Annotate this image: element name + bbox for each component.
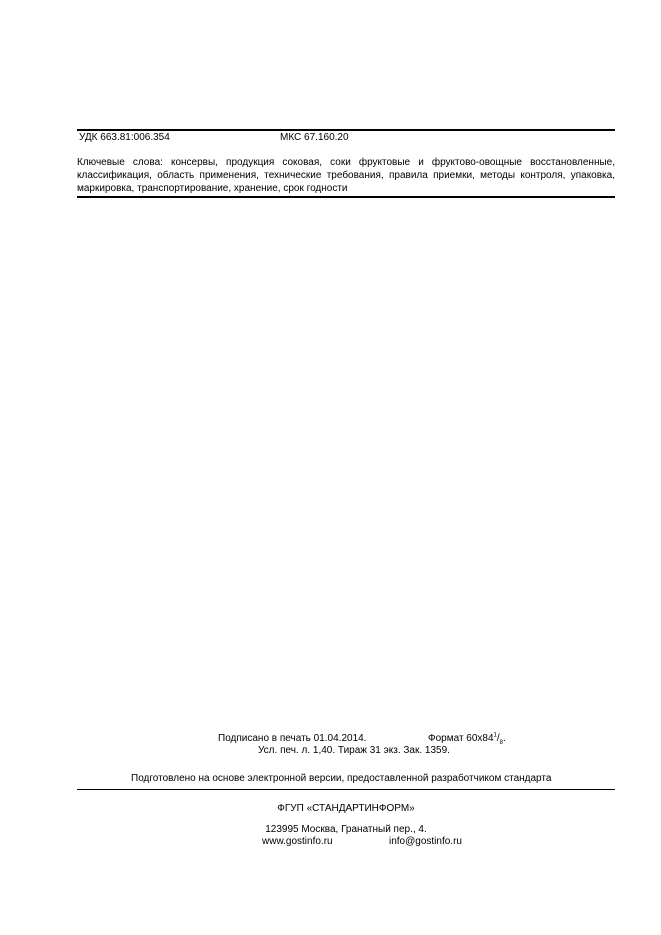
format-sup: 1	[493, 732, 497, 739]
top-rule	[77, 129, 615, 131]
publisher-name: ФГУП «СТАНДАРТИНФОРМ»	[277, 803, 415, 814]
imprint-rule	[77, 789, 615, 790]
signed-date: Подписано в печать 01.04.2014.	[218, 733, 367, 744]
mks-code: МКС 67.160.20	[280, 132, 349, 143]
udk-code: УДК 663.81:006.354	[79, 132, 170, 143]
format-sep: /	[496, 733, 500, 744]
paper-format	[428, 733, 506, 745]
prepared-note: Подготовлено на основе электронной версии, предоставленной разработчиком стандарта	[131, 773, 552, 784]
publisher-email[interactable]: info@gostinfo.ru	[389, 836, 462, 847]
keywords-text: Ключевые слова: консервы, продукция соковая, соки фруктовые и фруктово-овощные восстановленные, классификация, область применения, технические требования, правила приемки, методы контроля, упаковка, маркировка, транспортирование, хранение, срок годности	[77, 157, 615, 194]
publisher-address: 123995 Москва, Гранатный пер., 4.	[265, 824, 427, 835]
publisher-website[interactable]: www.gostinfo.ru	[262, 836, 333, 847]
format-prefix: Формат 60x84	[428, 733, 494, 744]
format-sub: 8	[499, 740, 504, 746]
print-info: Усл. печ. л. 1,40. Тираж 31 экз. Зак. 1359.	[258, 745, 450, 756]
keywords-bottom-rule	[77, 196, 615, 198]
format-suffix: .	[503, 733, 506, 744]
